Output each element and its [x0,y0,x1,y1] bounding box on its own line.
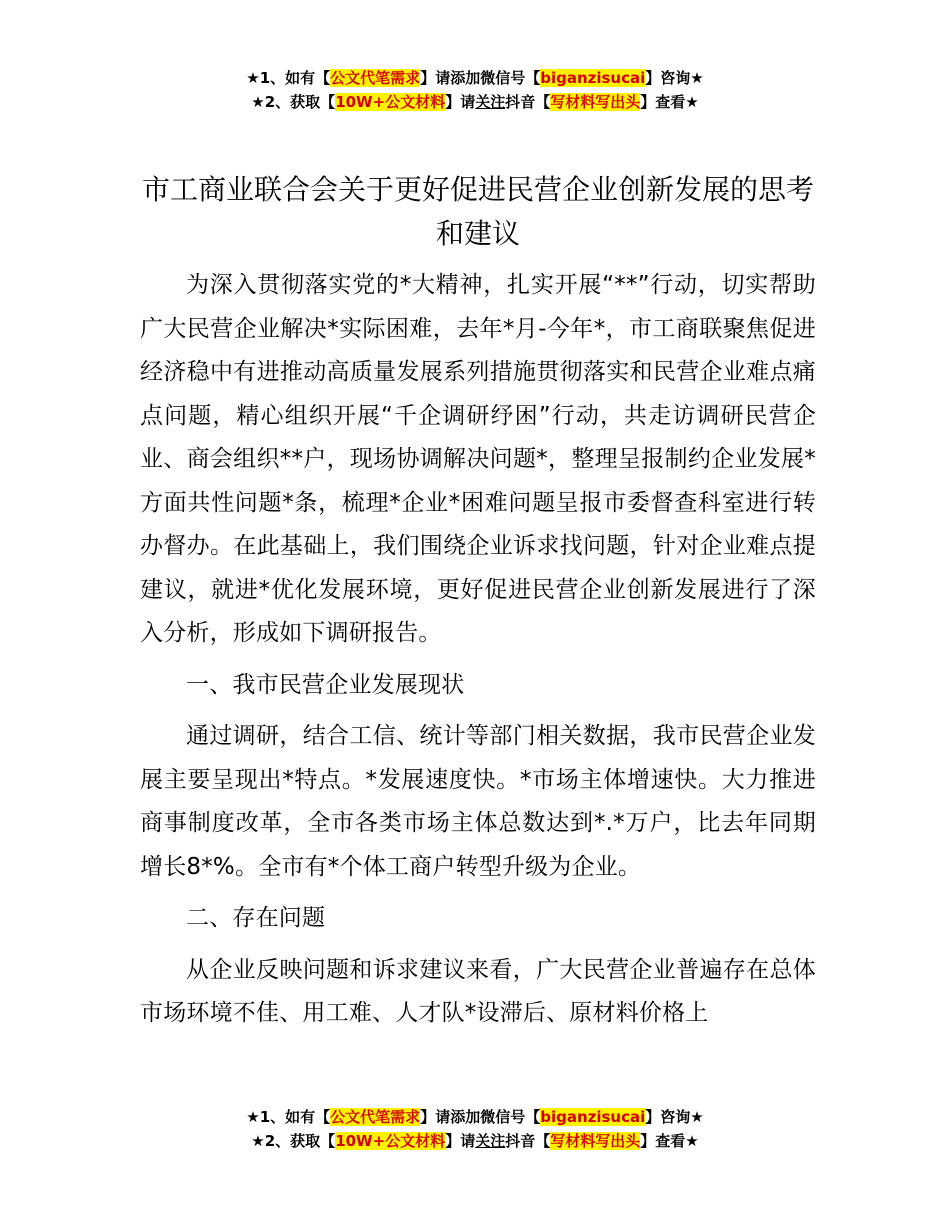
banner-highlight: 10W+公文材料 [335,1132,446,1150]
paragraph-problems: 从企业反映问题和诉求建议来看，广大民营企业普遍存在总体市场环境不佳、用工难、人才队*设滞后、原材料价格上 [140,956,816,1026]
banner-text: ★1、如有【 [246,1108,331,1126]
banner-text: ★2、获取【 [251,1132,336,1150]
banner-line-2 [0,90,950,114]
banner-text: 】请添加微信号【 [420,1108,541,1126]
document-body [140,168,816,1036]
banner-text: 】请 [445,1132,476,1150]
banner-text: 抖音【 [505,1132,551,1150]
document-title: 市工商业联合会关于更好促进民营企业创新发展的思考和建议 [141,173,814,250]
banner-text: 抖音【 [505,93,551,111]
banner-text: 】咨询★ [645,1108,704,1126]
banner-underline: 关注 [475,1132,506,1150]
paragraph-intro: 为深入贯彻落实党的*大精神，扎实开展“**”行动，切实帮助广大民营企业解决*实际困难，去年*月-今年*，市工商联聚焦促进经济稳中有进推动高质量发展系列措施贯彻落实和民营企业难点痛点问题，精心组织开展“千企调研纾困”行动，共走访调研民营企业、商会组织**户，现场协调解决问题*，整理呈报制约企业发展*方面共性问题*条，梳理*企业*困难问题呈报市委督查科室进行转办督办。在此基础上，我们围绕企业诉求找问题，针对企业难点提建议，就进*优化发展环境，更好促进民营企业创新发展进行了深入分析，形成如下调研报告。 [140,272,816,646]
banner-highlight: 公文代笔需求 [330,69,421,87]
banner-highlight: 写材料写出头 [550,1132,641,1150]
banner-text: ★2、获取【 [251,93,336,111]
banner-wechat-id: biganzisucai [540,1108,646,1126]
section-heading-1: 一、我市民营企业发展现状 [186,671,465,698]
banner-underline: 关注 [475,93,506,111]
banner-text: 】查看★ [640,93,699,111]
banner-line-1 [0,1105,950,1129]
banner-text: 】请添加微信号【 [420,69,541,87]
banner-highlight: 写材料写出头 [550,93,641,111]
banner-text: 】咨询★ [645,69,704,87]
banner-text: 】查看★ [640,1132,699,1150]
banner-text: 】请 [445,93,476,111]
banner-highlight: 公文代笔需求 [330,1108,421,1126]
banner-text: ★1、如有【 [246,69,331,87]
bottom-banner [0,1105,950,1153]
section-heading-2: 二、存在问题 [186,905,326,931]
banner-line-2 [0,1129,950,1153]
banner-line-1 [0,66,950,90]
banner-wechat-id: biganzisucai [540,69,646,87]
paragraph-status: 通过调研，结合工信、统计等部门相关数据，我市民营企业发展主要呈现出*特点。*发展速度快。*市场主体增速快。大力推进商事制度改革，全市各类市场主体总数达到*.*万户，比去年同期增长8*%。全市有*个体工商户转型升级为企业。 [140,723,816,880]
top-banner [0,66,950,114]
banner-highlight: 10W+公文材料 [335,93,446,111]
